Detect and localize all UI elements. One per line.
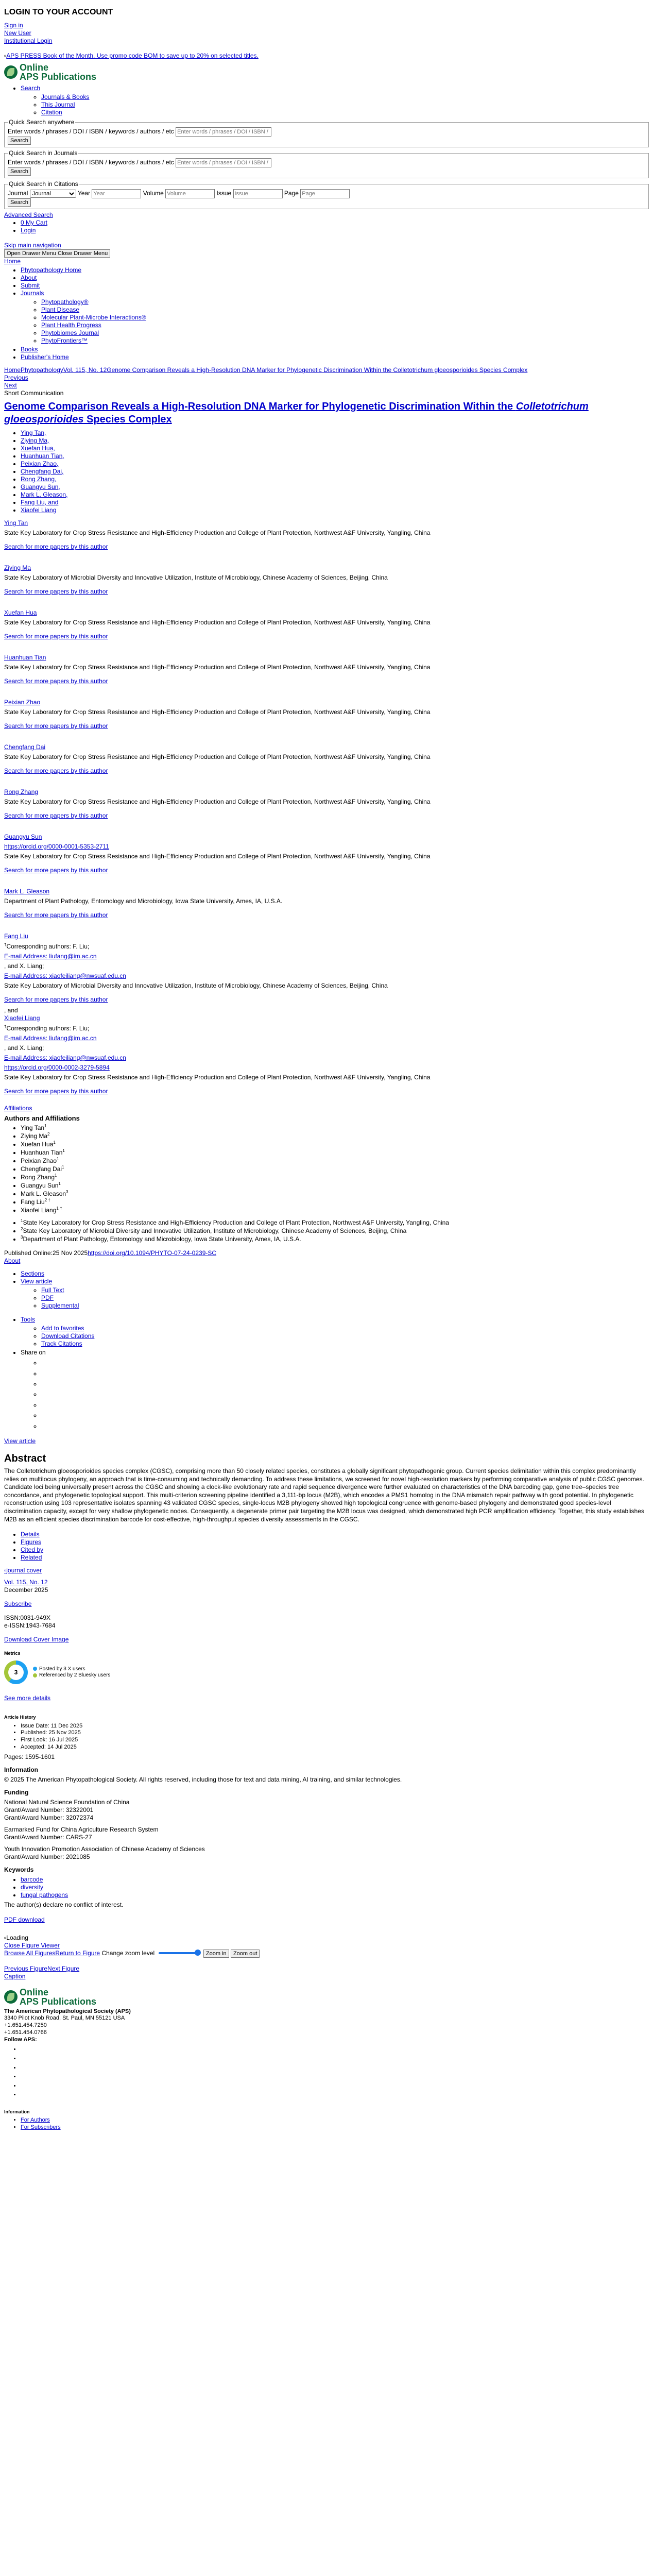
- breadcrumb-article[interactable]: Genome Comparison Reveals a High-Resolution DNA Marker for Phylogenetic Discrimination Within the Colletotrichum gloeosporioides Species Complex: [107, 366, 528, 374]
- nav-publishers-home[interactable]: Publisher's Home: [21, 353, 69, 361]
- orcid-link[interactable]: https://orcid.org/0000-0002-3279-5894: [4, 1064, 110, 1071]
- zoom-slider[interactable]: [159, 1952, 200, 1954]
- quick-search-citations: [4, 180, 649, 209]
- affiliation-author: • Fang Liu$^{2 \dagger}$: [21, 1198, 653, 1206]
- author-name[interactable]: Xuefan Hua: [4, 609, 37, 616]
- journals-submenu: [21, 298, 653, 345]
- search-tab-journals-books[interactable]: Journals & Books: [41, 93, 90, 100]
- author-affiliation: State Key Laboratory of Microbial Diversity and Innovative Utilization, Institute of Microbiology, Chinese Academy of Sciences, Beijing, China: [4, 982, 388, 989]
- caption-link[interactable]: Caption: [4, 1972, 26, 1980]
- search-citations-button[interactable]: Search: [8, 198, 31, 207]
- next-figure-link[interactable]: Next Figure: [47, 1964, 80, 1972]
- citation-page-label: Page: [284, 190, 299, 197]
- search-more-papers-link[interactable]: Search for more papers by this author: [4, 767, 108, 774]
- conflict-statement: The author(s) declare no conflict of interest.: [4, 1901, 124, 1908]
- author-affiliation: State Key Laboratory of Microbial Diversity and Innovative Utilization, Institute of Microbiology, Chinese Academy of Sciences, Beijing, China: [4, 574, 388, 581]
- search-tab-citation[interactable]: Citation: [41, 109, 62, 116]
- share-label: Share on: [21, 1349, 46, 1357]
- author-detail: [4, 654, 653, 685]
- affiliation-author: • Xiaofei Liang$^{1 \dagger}$: [21, 1206, 653, 1214]
- article-history-heading: Article History: [4, 1715, 36, 1720]
- quick-search-label: Enter words / phrases / DOI / ISBN / keywords / authors / etc: [8, 128, 174, 135]
- pdf-download-link[interactable]: PDF download: [4, 1916, 45, 1923]
- view-article-menu[interactable]: View article: [21, 1278, 53, 1285]
- journal-phytobiomes[interactable]: Phytobiomes Journal: [41, 329, 99, 336]
- citation-issue-input[interactable]: [233, 189, 283, 198]
- youtube-icon[interactable]: [21, 2073, 649, 2082]
- close-figure-viewer[interactable]: Close Figure Viewer: [4, 1941, 60, 1949]
- email-link[interactable]: E-mail Address: xiaofeiliang@nwsuaf.edu.cn: [4, 972, 126, 979]
- image-icon: ▫: [4, 1934, 7, 1941]
- affiliation-author: • Chengfang Dai$^1$: [21, 1165, 653, 1173]
- advanced-search-link[interactable]: Advanced Search: [4, 211, 53, 218]
- author-affiliation: State Key Laboratory for Crop Stress Resistance and High-Efficiency Production and College of Plant Protection, Northwest A&F University, Yangling, China: [4, 664, 431, 671]
- search-more-papers-link[interactable]: Search for more papers by this author: [4, 543, 108, 550]
- citation-issue-label: Issue: [216, 190, 232, 197]
- pages: Pages: 1595-1601: [4, 1753, 55, 1760]
- subscribe-link[interactable]: Subscribe: [4, 1600, 32, 1608]
- aps-logo[interactable]: [4, 63, 653, 81]
- previous-figure-link[interactable]: Previous Figure: [4, 1964, 48, 1972]
- author-name[interactable]: Rong Zhang: [4, 788, 39, 795]
- sections-link[interactable]: Sections: [21, 1270, 45, 1278]
- article-tabs: [0, 1531, 653, 1562]
- account-links: [0, 22, 653, 45]
- share-reddit-icon[interactable]: [41, 1389, 653, 1399]
- author-detail: [4, 788, 653, 820]
- figure-viewer: [0, 1934, 653, 1980]
- affiliation-author: • Huanhuan Tian$^1$: [21, 1148, 653, 1157]
- search-tab-this-journal[interactable]: This Journal: [41, 101, 75, 108]
- metrics-label: Metrics: [4, 1651, 21, 1656]
- issue-link[interactable]: Vol. 115, No. 12: [4, 1579, 48, 1586]
- keyword-link[interactable]: barcode: [21, 1875, 43, 1883]
- promo-banner[interactable]: [0, 52, 653, 60]
- search-more-papers-link[interactable]: Search for more papers by this author: [4, 633, 108, 640]
- affiliation-author: • Rong Zhang$^1$: [21, 1173, 653, 1181]
- journal-mpmi[interactable]: Molecular Plant-Microbe Interactions®: [41, 314, 146, 321]
- journal-cover-image[interactable]: ▫journal cover: [4, 1567, 42, 1574]
- author-affiliation: Department of Plant Pathology, Entomology and Microbiology, Iowa State University, Ames, IA, U.S.A.: [4, 897, 283, 905]
- journal-phytofrontiers[interactable]: PhytoFrontiers™: [41, 337, 88, 344]
- nav-books[interactable]: Books: [21, 346, 38, 353]
- journal-info: [0, 1567, 653, 1643]
- affiliation-author-list: [0, 1124, 653, 1214]
- article-type: Short Communication: [4, 389, 64, 397]
- journal-plant-disease[interactable]: Plant Disease: [41, 306, 80, 313]
- author-name[interactable]: Peixian Zhao: [4, 699, 41, 706]
- corresponding-note: Corresponding authors: F. Liu;: [6, 943, 90, 950]
- tab-related[interactable]: Related: [21, 1554, 42, 1562]
- author-details: [4, 519, 653, 1095]
- cart-link[interactable]: 0 My Cart: [21, 219, 48, 226]
- breadcrumb: [0, 366, 653, 374]
- for-authors-link[interactable]: For Authors: [21, 2117, 50, 2124]
- share-email-icon[interactable]: [41, 1421, 653, 1431]
- facebook-icon[interactable]: [21, 2045, 649, 2055]
- email-link[interactable]: E-mail Address: xiaofeiliang@nwsuaf.edu.cn: [4, 1054, 126, 1061]
- corresponding-note: , and X. Liang;: [4, 1044, 44, 1052]
- main-nav: [0, 266, 653, 361]
- breadcrumb-journal[interactable]: Phytopathology: [21, 366, 63, 374]
- author-detail: [4, 609, 653, 640]
- copyright-text: © 2025 The American Phytopathological Society. All rights reserved, including those for text and data mining, AI training, and similar technologies.: [4, 1775, 402, 1783]
- next-article-link[interactable]: Next: [4, 382, 17, 389]
- new-user-link[interactable]: New User: [4, 29, 31, 37]
- sign-in-link[interactable]: Sign in: [4, 22, 23, 29]
- citation-year-input[interactable]: [92, 189, 141, 198]
- affiliation-footnotes: [0, 1218, 653, 1243]
- breadcrumb-home[interactable]: Home: [4, 366, 21, 374]
- quick-search-journals-legend: Quick Search in Journals: [9, 149, 78, 157]
- tab-cited-by[interactable]: Cited by: [21, 1546, 44, 1554]
- abstract-text: The Colletotrichum gloeosporioides species complex (CGSC), comprising more than 50 closely related species, constitutes a globally significant phytopathogenic group. Current species delimitation within this complex predominantly relies on multilocus phylogeny, an approach that is time-consuming and technically demanding. To address these limitations, we screened for novel high-resolution markers by performing comparative analysis of public CGSC genomes. Candidate loci being universally present across the CGSC and showing a clock-like evolutionary rate and rapid sequence divergence were further evaluated on characteristics of the DNA barcoding gap, gene tree–species tree concordance, and phylogenetic topological support. This multi-criterion screening pipeline identified a 3,111-bp locus (M2B), which encodes a PMS1 homolog in the DNA mismatch repair pathway with good potential. In phylogenetic reconstruction using 103 representative isolates spanning 43 validated CGSC species, single-locus M2B phylogeny showed high topological congruence with genome-based phylogeny and demonstrated good species-level discrimination capacity, except for very shallow phylogenetic nodes. Consequently, a degenerate primer pair targeting the M2B locus was designed, which demonstrated high PCR amplification efficiency. Together, this study establishes M2B as an efficient species discrimination barcode for cost-effective, high-throughput species diversity assessments in the CGSC.: [4, 1467, 644, 1523]
- bluesky-icon[interactable]: [21, 2091, 649, 2100]
- article-tools-menu: [0, 1270, 653, 1431]
- author-affiliation: State Key Laboratory for Crop Stress Resistance and High-Efficiency Production and College of Plant Protection, Northwest A&F University, Yangling, China: [4, 619, 431, 626]
- search-nav: [0, 84, 653, 116]
- image-icon: ▫: [4, 1567, 7, 1574]
- author-detail: [4, 888, 653, 919]
- affiliation-author: • Guangyu Sun$^1$: [21, 1181, 653, 1190]
- author-link[interactable]: Chengfang Dai,: [21, 468, 64, 475]
- altmetric-donut: [4, 1660, 28, 1684]
- corresponding-note: , and X. Liang;: [4, 962, 44, 970]
- zoom-out-button[interactable]: Zoom out: [231, 1950, 260, 1958]
- for-subscribers-link[interactable]: For Subscribers: [21, 2124, 61, 2130]
- author-name[interactable]: Ziying Ma: [4, 564, 31, 571]
- author-affiliation: State Key Laboratory for Crop Stress Resistance and High-Efficiency Production and College of Plant Protection, Northwest A&F University, Yangling, China: [4, 798, 431, 805]
- author-name[interactable]: Mark L. Gleason: [4, 888, 50, 895]
- abstract-heading: Abstract: [4, 1452, 46, 1464]
- quick-search-journals-label: Enter words / phrases / DOI / ISBN / keywords / authors / etc: [8, 159, 174, 166]
- author-detail: [4, 564, 653, 596]
- affiliation-author: • Xuefan Hua$^1$: [21, 1140, 653, 1148]
- search-more-papers-link[interactable]: Search for more papers by this author: [4, 812, 108, 819]
- supplemental-link[interactable]: Supplemental: [41, 1302, 79, 1310]
- affiliation-author: • Ying Tan$^1$: [21, 1124, 653, 1132]
- citation-volume-input[interactable]: [165, 189, 215, 198]
- footer-information-heading: Information: [4, 2109, 30, 2114]
- see-more-details-link[interactable]: See more details: [4, 1694, 51, 1702]
- author-detail: , and Xiaofei Liang †Corresponding authors: F. Liu; E-mail Address: liufang@im.ac.cn , and X. Liang; E-mail Address: xiaofeiliang@nwsuaf.edu.cn https://orcid.org/0000-0002-3279-5894 State Key Laboratory for Crop Stress Resistance and High-Efficiency Production and College of Plant Protection, Northwest A&F University, Yangling, China Search for more papers by this author: [4, 1007, 653, 1095]
- publication-info: Published Online:25 Nov 2025https://doi.org/10.1094/PHYTO-07-24-0239-SC About: [4, 1249, 217, 1265]
- nav-phytopathology-home[interactable]: Phytopathology Home: [21, 266, 82, 274]
- eissn: e-ISSN:1943-7684: [4, 1622, 56, 1630]
- journal-phytopathology[interactable]: Phytopathology®: [41, 298, 89, 306]
- author-link[interactable]: Huanhuan Tian,: [21, 452, 64, 460]
- download-cover-link[interactable]: Download Cover Image: [4, 1636, 69, 1643]
- affiliation-footnote: • $^1$State Key Laboratory for Crop Stress Resistance and High-Efficiency Production and College of Plant Protection, Northwest A&F University, Yangling, China: [21, 1218, 653, 1227]
- share-linkedin-icon[interactable]: [41, 1379, 653, 1389]
- keyword-link[interactable]: fungal pathogens: [21, 1891, 68, 1899]
- citation-journal-label: Journal: [8, 190, 28, 197]
- search-journals-input[interactable]: [176, 158, 271, 167]
- login-link[interactable]: Login: [21, 227, 36, 234]
- issn: ISSN:0031-949X: [4, 1614, 51, 1622]
- footer-info-links: [4, 2117, 649, 2131]
- home-link[interactable]: Home: [4, 258, 21, 265]
- author-affiliation: State Key Laboratory for Crop Stress Resistance and High-Efficiency Production and College of Plant Protection, Northwest A&F University, Yangling, China: [4, 529, 431, 536]
- affiliation-footnote: • $^2$State Key Laboratory of Microbial Diversity and Innovative Utilization, Institute of Microbiology, Chinese Academy of Sciences, Beijing, China: [21, 1227, 653, 1235]
- instagram-icon[interactable]: [21, 2082, 649, 2091]
- tools-menu[interactable]: Tools: [21, 1316, 36, 1324]
- search-more-papers-link[interactable]: Search for more papers by this author: [4, 722, 108, 730]
- share-bluesky-icon[interactable]: [41, 1410, 653, 1420]
- funding-block: National Natural Science Foundation of China Grant/Award Number: 32322001 Grant/Award Number: 32072374 Earmarked Fund for China Agriculture Research System Grant/Award Number: CARS-27 Youth Innovation Promotion Association of Chinese Academy of Sciences Grant/Award Number: 2021085: [4, 1798, 205, 1860]
- author-link[interactable]: Guangyu Sun,: [21, 483, 60, 490]
- author-name[interactable]: Huanhuan Tian: [4, 654, 46, 661]
- corresponding-note: Corresponding authors: F. Liu;: [6, 1025, 90, 1032]
- browse-all-figures[interactable]: Browse All Figures: [4, 1949, 56, 1957]
- keywords-list: [0, 1876, 653, 1899]
- author-list: [0, 429, 653, 514]
- search-more-papers-link[interactable]: Search for more papers by this author: [4, 677, 108, 685]
- x-dot-icon: [33, 1667, 37, 1671]
- pdf-link[interactable]: PDF: [41, 1294, 54, 1302]
- promo-image-icon: ▫: [4, 52, 7, 59]
- author-affiliation: State Key Laboratory for Crop Stress Resistance and High-Efficiency Production and College of Plant Protection, Northwest A&F University, Yangling, China: [4, 853, 431, 860]
- citation-page-input[interactable]: [300, 189, 350, 198]
- orcid-link[interactable]: https://orcid.org/0000-0001-5353-2711: [4, 843, 109, 850]
- login-heading: LOGIN TO YOUR ACCOUNT: [4, 8, 113, 16]
- author-link[interactable]: Xuefan Hua,: [21, 445, 55, 452]
- linkedin-icon[interactable]: [21, 2064, 649, 2073]
- search-more-papers-link[interactable]: Search for more papers by this author: [4, 588, 108, 595]
- author-detail: [4, 743, 653, 775]
- nav-about[interactable]: About: [21, 274, 37, 281]
- author-detail: [4, 699, 653, 730]
- search-more-papers-link[interactable]: Search for more papers by this author: [4, 867, 108, 874]
- author-link[interactable]: Ying Tan,: [21, 429, 46, 436]
- tab-figures[interactable]: Figures: [21, 1538, 42, 1546]
- author-affiliation: State Key Laboratory for Crop Stress Resistance and High-Efficiency Production and College of Plant Protection, Northwest A&F University, Yangling, China: [4, 708, 431, 716]
- quick-search-citations-legend: Quick Search in Citations: [9, 180, 78, 188]
- author-link[interactable]: Mark L. Gleason,: [21, 491, 68, 498]
- affiliation-author: • Ziying Ma$^2$: [21, 1132, 653, 1140]
- citation-journal-select[interactable]: [30, 190, 76, 198]
- footer-aps-logo[interactable]: [4, 1988, 653, 2006]
- footer-logo-text: Online APS Publications: [20, 1987, 97, 2007]
- keywords-heading: Keywords: [4, 1866, 34, 1873]
- search-more-papers-link[interactable]: Search for more papers by this author: [4, 911, 108, 919]
- affiliation-footnote: • $^3$Department of Plant Pathology, Entomology and Microbiology, Iowa State University, Ames, IA, U.S.A.: [21, 1235, 653, 1243]
- search-tabs: [21, 93, 653, 116]
- author-name[interactable]: Chengfang Dai: [4, 743, 46, 751]
- bluesky-dot-icon: [33, 1673, 37, 1677]
- author-link[interactable]: Ziying Ma,: [21, 437, 49, 444]
- share-x-icon[interactable]: [41, 1368, 653, 1379]
- altmetric-widget[interactable]: [4, 1660, 649, 1684]
- zoom-in-button[interactable]: Zoom in: [203, 1950, 229, 1958]
- altmetric-details: Posted by 3 X users Referenced by 2 Bluesky users: [33, 1666, 110, 1679]
- author-affiliation: State Key Laboratory for Crop Stress Resistance and High-Efficiency Production and College of Plant Protection, Northwest A&F University, Yangling, China: [4, 753, 431, 760]
- return-to-figure[interactable]: Return to Figure: [55, 1949, 100, 1957]
- tab-details[interactable]: Details: [21, 1531, 40, 1538]
- author-name[interactable]: Ying Tan: [4, 519, 28, 527]
- affiliation-author: • Peixian Zhao$^1$: [21, 1157, 653, 1165]
- author-link[interactable]: Xiaofei Liang: [21, 506, 57, 514]
- institutional-login-link[interactable]: Institutional Login: [4, 37, 53, 44]
- loading-indicator: ▫Loading: [4, 1934, 28, 1941]
- author-name[interactable]: Fang Liu: [4, 933, 28, 940]
- author-detail: Fang Liu †Corresponding authors: F. Liu; E-mail Address: liufang@im.ac.cn , and X. Liang; E-mail Address: xiaofeiliang@nwsuaf.edu.cn State Key Laboratory of Microbial Diversity and Innovative Utilization, Institute of Microbiology, Chinese Academy of Sciences, Beijing, China Search for more papers by this author: [4, 933, 653, 1004]
- funding-heading: Funding: [4, 1788, 29, 1796]
- track-citations-link[interactable]: Track Citations: [41, 1340, 82, 1348]
- promo-link[interactable]: APS PRESS Book of the Month. Use promo code BOM to save up to 20% on selected titles.: [6, 52, 259, 59]
- authors-affiliations-heading: Authors and Affiliations: [4, 1114, 80, 1122]
- add-to-favorites-link[interactable]: Add to favorites: [41, 1325, 84, 1332]
- aps-leaf-icon: [4, 1990, 18, 2004]
- footer-contact: The American Phytopathological Society (APS) 3340 Pilot Knob Road, St. Paul, MN 55121 USA +1.651.454.7250 +1.651.454.0766 Follow APS:: [4, 2008, 131, 2043]
- share-facebook-icon[interactable]: [41, 1358, 653, 1368]
- x-icon[interactable]: [21, 2055, 649, 2064]
- author-link[interactable]: Rong Zhang,: [21, 476, 57, 483]
- quick-search-anywhere: [4, 118, 649, 147]
- affiliations-toggle[interactable]: Affiliations: [4, 1105, 32, 1112]
- search-journals-button[interactable]: Search: [8, 167, 31, 176]
- article-history-list: • Issue Date: 11 Dec 2025 • Published: 25 Nov 2025 • First Look: 16 Jul 2025 • Accepted: 14 Jul 2025: [4, 1723, 649, 1751]
- author-link[interactable]: Fang Liu, and: [21, 499, 59, 506]
- keyword-link[interactable]: diversity: [21, 1883, 44, 1891]
- full-text-link[interactable]: Full Text: [41, 1286, 64, 1294]
- information-heading: Information: [4, 1766, 38, 1773]
- author-detail: [4, 833, 653, 874]
- quick-search-journals: [4, 149, 649, 178]
- drawer-menu-button[interactable]: Open Drawer Menu Close Drawer Menu: [4, 249, 110, 258]
- email-link[interactable]: E-mail Address: liufang@im.ac.cn: [4, 1035, 97, 1042]
- search-more-papers-link[interactable]: Search for more papers by this author: [4, 1088, 108, 1095]
- zoom-label: Change zoom level: [101, 1949, 155, 1957]
- about-link[interactable]: About: [4, 1257, 21, 1265]
- nav-submit[interactable]: Submit: [21, 282, 40, 289]
- author-link[interactable]: Peixian Zhao,: [21, 460, 59, 467]
- logo-text: Online APS Publications: [20, 62, 97, 82]
- author-affiliation: State Key Laboratory for Crop Stress Resistance and High-Efficiency Production and College of Plant Protection, Northwest A&F University, Yangling, China: [4, 1074, 431, 1081]
- citation-volume-label: Volume: [143, 190, 164, 197]
- quick-search-anywhere-legend: Quick Search anywhere: [9, 118, 75, 126]
- article-title[interactable]: Genome Comparison Reveals a High-Resolution DNA Marker for Phylogenetic Discrimination Within the Colletotrichum gloeosporioides Species Complex: [4, 401, 589, 425]
- search-more-papers-link[interactable]: Search for more papers by this author: [4, 996, 108, 1003]
- previous-article-link[interactable]: Previous: [4, 374, 28, 381]
- email-link[interactable]: E-mail Address: liufang@im.ac.cn: [4, 953, 97, 960]
- citation-year-label: Year: [77, 190, 91, 197]
- doi-link[interactable]: https://doi.org/10.1094/PHYTO-07-24-0239-SC: [88, 1249, 217, 1257]
- search-anywhere-button[interactable]: Search: [8, 137, 31, 145]
- author-detail: [4, 519, 653, 551]
- journal-plant-health-progress[interactable]: Plant Health Progress: [41, 321, 101, 329]
- view-article-link[interactable]: View article: [4, 1437, 36, 1445]
- download-citations-link[interactable]: Download Citations: [41, 1332, 95, 1340]
- issue-date: December 2025: [4, 1586, 48, 1594]
- author-name[interactable]: Xiaofei Liang: [4, 1014, 40, 1022]
- aps-leaf-icon: [4, 65, 18, 79]
- social-links: [4, 2045, 649, 2100]
- breadcrumb-issue[interactable]: Vol. 115, No. 12: [63, 366, 107, 374]
- share-wechat-icon[interactable]: [41, 1400, 653, 1410]
- search-anywhere-input[interactable]: [176, 127, 271, 137]
- author-name[interactable]: Guangyu Sun: [4, 833, 42, 840]
- skip-nav-link[interactable]: Skip main navigation: [4, 242, 61, 249]
- search-toggle[interactable]: Search: [21, 84, 41, 92]
- affiliation-author: • Mark L. Gleason$^3$: [21, 1190, 653, 1198]
- header-utility-list: [0, 211, 653, 234]
- nav-journals[interactable]: Journals: [21, 290, 44, 297]
